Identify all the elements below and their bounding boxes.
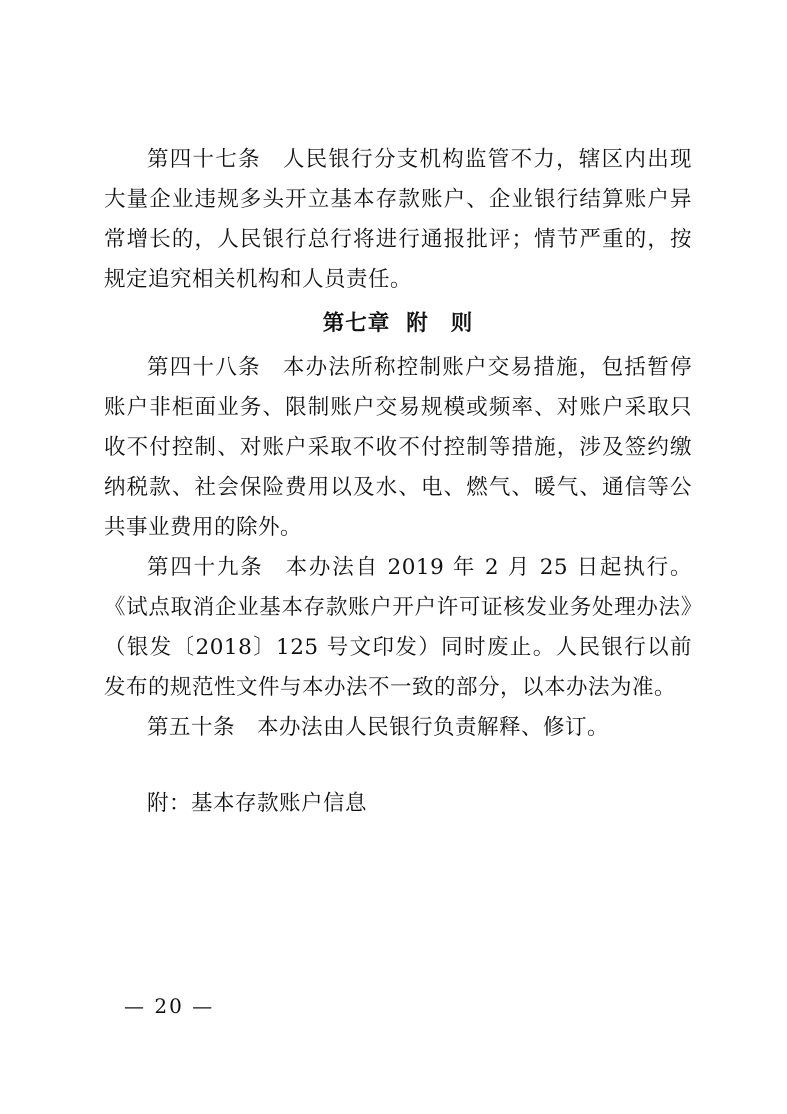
article-50-label: 第五十条 xyxy=(147,715,236,740)
chapter-number: 第七章 xyxy=(322,311,391,336)
article-49-label: 第四十九条 xyxy=(147,555,264,580)
chapter-title-part1: 附 xyxy=(406,311,429,336)
article-48-text: 本办法所称控制账户交易措施，包括暂停账户非柜面业务、限制账户交易规模或频率、对账户采取只收不付控制、对账户采取不收不付控制等措施，涉及签约缴纳税款、社会保险费用以及水、电、燃气、暖气、通信等公共事业费用的除外。 xyxy=(104,355,692,540)
article-49 xyxy=(104,548,692,708)
article-48-label: 第四十八条 xyxy=(147,355,261,380)
article-50-text: 本办法由人民银行负责解释、修订。 xyxy=(257,715,610,740)
document-body xyxy=(104,140,692,824)
chapter-title-part2: 则 xyxy=(450,311,474,336)
article-47 xyxy=(104,140,692,300)
article-50 xyxy=(104,708,692,748)
article-49-text: 本办法自 2019 年 2 月 25 日起执行。《试点取消企业基本存款账户开户许可证核发业务处理办法》（银发〔2018〕125 号文印发）同时废止。人民银行以前发布的规范性文件与本办法不一致的部分，以本办法为准。 xyxy=(104,555,692,700)
article-48 xyxy=(104,348,692,548)
chapter-heading xyxy=(104,304,692,344)
article-47-text: 人民银行分支机构监管不力，辖区内出现大量企业违规多头开立基本存款账户、企业银行结算账户异常增长的，人民银行总行将进行通报批评；情节严重的，按规定追究相关机构和人员责任。 xyxy=(104,147,692,292)
appendix-note: 附：基本存款账户信息 xyxy=(147,791,368,816)
article-47-label: 第四十七条 xyxy=(147,147,261,172)
page-number: — 20 — xyxy=(124,994,215,1018)
